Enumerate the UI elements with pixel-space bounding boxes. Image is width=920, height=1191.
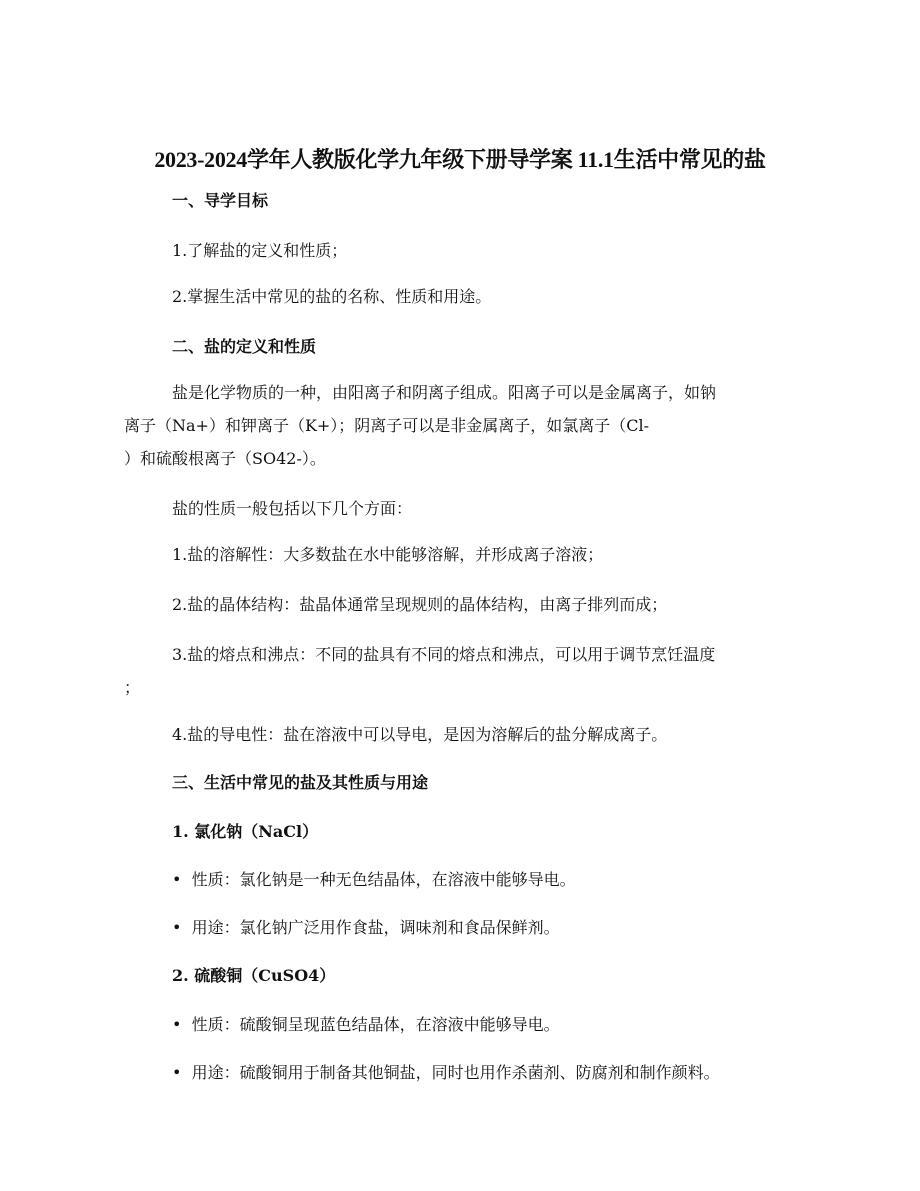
bullet-icon: •: [172, 1063, 182, 1082]
bullet-icon: •: [172, 918, 182, 937]
property-item: 3.盐的熔点和沸点：不同的盐具有不同的熔点和沸点，可以用于调节烹饪温度: [172, 645, 716, 664]
section-heading-objectives: 一、导学目标: [172, 191, 269, 210]
salt-bullet: [172, 918, 560, 938]
property-item: 4.盐的导电性：盐在溶液中可以导电，是因为溶解后的盐分解成离子。: [172, 725, 668, 744]
bullet-text: 用途：硫酸铜用于制备其他铜盐，同时也用作杀菌剂、防腐剂和制作颜料。: [191, 1063, 720, 1082]
paragraph-text: 盐是化学物质的一种，由阳离子和阴离子组成。阳离子可以是金属离子，如钠: [172, 383, 717, 402]
property-item: 2.盐的晶体结构：盐晶体通常呈现规则的晶体结构，由离子排列而成；: [172, 595, 668, 614]
section-heading-common-salts: 三、生活中常见的盐及其性质与用途: [172, 773, 429, 792]
document-title: 2023-2024学年人教版化学九年级下册导学案 11.1生活中常见的盐: [154, 147, 766, 172]
objective-item: 2.掌握生活中常见的盐的名称、性质和用途。: [172, 287, 492, 306]
section-heading-definition: 二、盐的定义和性质: [172, 337, 317, 356]
bullet-text: 用途：氯化钠广泛用作食盐，调味剂和食品保鲜剂。: [191, 918, 560, 937]
paragraph-line: 离子（Na+）和钾离子（K+）；阴离子可以是非金属离子，如氯离子（Cl-: [124, 416, 650, 435]
bullet-text: 性质：硫酸铜呈现蓝色结晶体，在溶液中能够导电。: [191, 1015, 560, 1034]
properties-intro: 盐的性质一般包括以下几个方面：: [172, 499, 413, 518]
objective-item: 1.了解盐的定义和性质；: [172, 241, 348, 260]
property-item: 1.盐的溶解性：大多数盐在水中能够溶解，并形成离子溶液；: [172, 545, 604, 564]
bullet-icon: •: [172, 870, 182, 889]
paragraph-line: [172, 383, 716, 403]
salt-name-nacl: 1. 氯化钠（NaCl）: [172, 822, 319, 841]
bullet-text: 性质：氯化钠是一种无色结晶体，在溶液中能够导电。: [191, 870, 576, 889]
bullet-icon: •: [172, 1015, 182, 1034]
salt-bullet: [172, 870, 576, 890]
salt-name-cuso4: 2. 硫酸铜（CuSO4）: [172, 966, 336, 985]
salt-bullet: [172, 1063, 720, 1083]
paragraph-line: ）和硫酸根离子（SO42-）。: [124, 449, 326, 468]
salt-bullet: [172, 1015, 560, 1035]
property-item-wrap: ；: [124, 678, 141, 697]
